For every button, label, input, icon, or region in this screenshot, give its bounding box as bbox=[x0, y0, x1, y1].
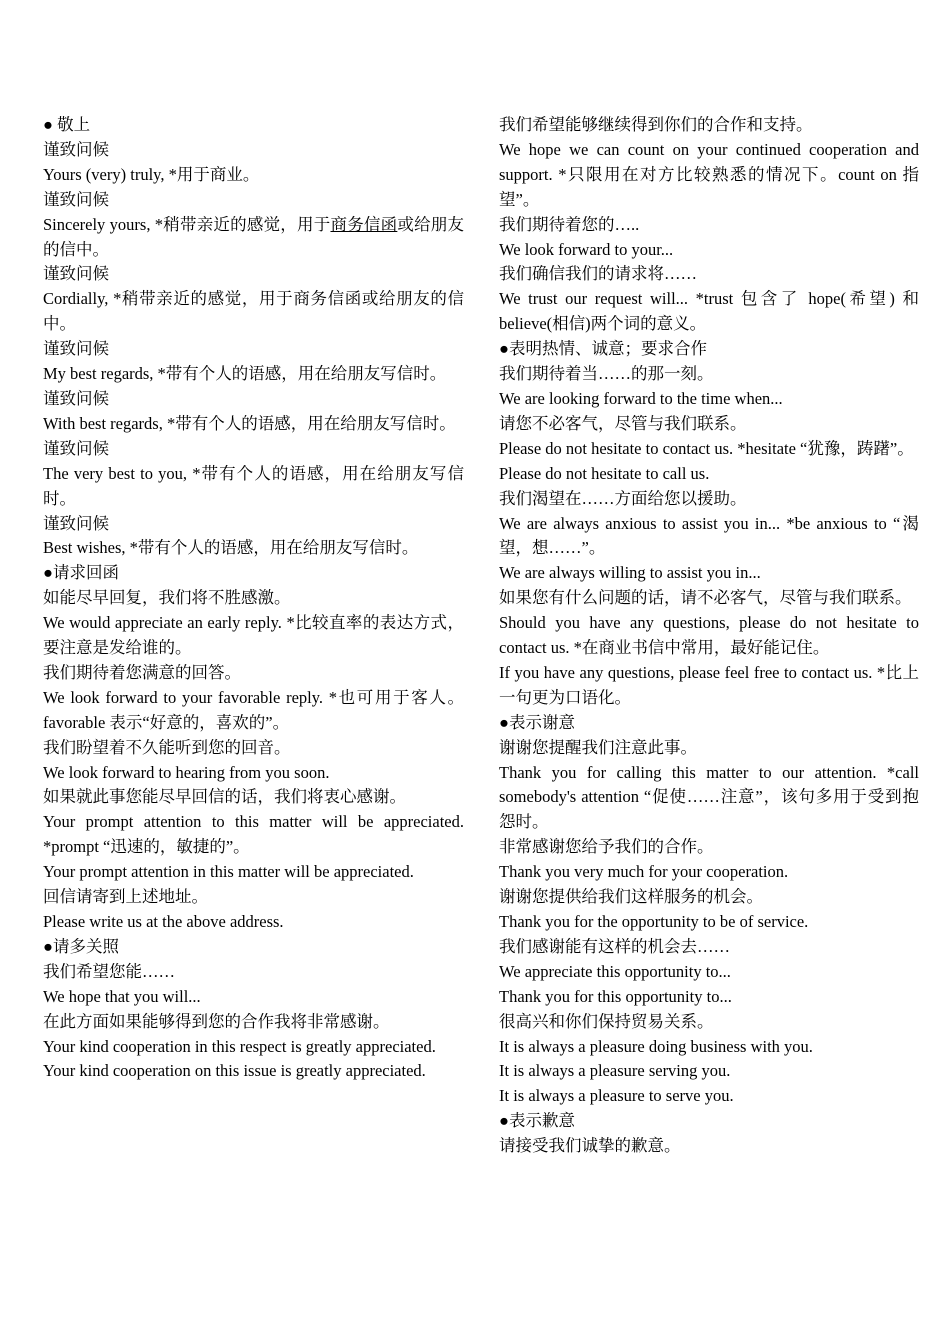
chinese-line: 我们希望能够继续得到你们的合作和支持。 bbox=[499, 115, 813, 134]
chinese-line: 我们确信我们的请求将…… bbox=[499, 264, 697, 284]
chinese-line: 谨致问候 bbox=[43, 139, 109, 159]
english-line: We are looking forward to the time when... bbox=[499, 388, 783, 408]
left-column bbox=[43, 113, 464, 1084]
english-line: Your kind cooperation on this issue is greatly appreciated. bbox=[43, 1061, 426, 1081]
english-line: It is always a pleasure serving you. bbox=[499, 1061, 731, 1081]
heading-thanks: ●表示谢意 bbox=[499, 712, 575, 732]
chinese-line: 谢谢您提供给我们这样服务的机会。 bbox=[499, 887, 763, 907]
english-line: We would appreciate an early reply. *比较直率的表达方式，要注意是发给谁的。 bbox=[43, 613, 464, 658]
chinese-line: 谨致问候 bbox=[43, 513, 109, 533]
heading-apology: ●表示歉意 bbox=[499, 1111, 575, 1131]
english-line: It is always a pleasure to serve you. bbox=[499, 1086, 734, 1106]
sincerely-text: Sincerely yours, *稍带亲近的感觉，用于 bbox=[43, 214, 331, 234]
chinese-line: 我们盼望着不久能听到您的回音。 bbox=[43, 737, 291, 757]
english-line: It is always a pleasure doing business with you. bbox=[499, 1036, 813, 1056]
english-line: We are always willing to assist you in... bbox=[499, 563, 761, 583]
english-line: Thank you for calling this matter to our attention. *call somebody's attention “促使……注意”，该句多用于受到抱怨时。 bbox=[499, 762, 919, 832]
english-line: Your prompt attention to this matter will be appreciated. *prompt “迅速的，敏捷的”。 bbox=[43, 812, 464, 857]
sincerely-text-end: 或给朋友的信中。 bbox=[43, 214, 465, 259]
english-line: Thank you for this opportunity to... bbox=[499, 986, 732, 1006]
heading-please-care: ●请多关照 bbox=[43, 936, 119, 956]
heading-request-reply: ●请求回函 bbox=[43, 563, 119, 583]
english-line: We trust our request will... *trust 包含了 hope(希望) 和 believe(相信)两个词的意义。 bbox=[499, 289, 919, 334]
english-line: Yours (very) truly, *用于商业。 bbox=[43, 164, 260, 184]
english-line: With best regards, *带有个人的语感，用在给朋友写信时。 bbox=[43, 413, 456, 433]
english-line: We hope that you will... bbox=[43, 986, 201, 1006]
right-column bbox=[499, 113, 919, 1159]
chinese-line: 如能尽早回复，我们将不胜感激。 bbox=[43, 588, 291, 608]
chinese-line: 谨致问候 bbox=[43, 388, 109, 408]
english-line-sincerely bbox=[43, 213, 464, 263]
english-line: My best regards, *带有个人的语感，用在给朋友写信时。 bbox=[43, 364, 447, 384]
chinese-line: 如果您有什么问题的话，请不必客气，尽管与我们联系。 bbox=[499, 588, 912, 608]
chinese-line: 很高兴和你们保持贸易关系。 bbox=[499, 1011, 714, 1031]
english-line: The very best to you, *带有个人的语感，用在给朋友写信时。 bbox=[43, 463, 464, 508]
english-line: Your prompt attention in this matter will be appreciated. bbox=[43, 862, 414, 882]
english-line: We look forward to your favorable reply. *也可用于客人。favorable 表示“好意的，喜欢的”。 bbox=[43, 687, 464, 732]
heading-regards: ● 敬上 bbox=[43, 115, 91, 134]
english-line: We appreciate this opportunity to... bbox=[499, 961, 731, 981]
chinese-line: 在此方面如果能够得到您的合作我将非常感谢。 bbox=[43, 1011, 390, 1031]
chinese-line: 非常感谢您给予我们的合作。 bbox=[499, 837, 714, 857]
english-line: We look forward to hearing from you soon. bbox=[43, 762, 330, 782]
english-line: We look forward to your... bbox=[499, 239, 674, 259]
english-line: Thank you for the opportunity to be of service. bbox=[499, 912, 809, 931]
english-line: Thank you very much for your cooperation. bbox=[499, 862, 789, 882]
chinese-line: 如果就此事您能尽早回信的话，我们将衷心感谢。 bbox=[43, 787, 406, 807]
chinese-line: 谢谢您提醒我们注意此事。 bbox=[499, 737, 697, 757]
chinese-line: 谨致问候 bbox=[43, 189, 109, 209]
english-line: We are always anxious to assist you in... *be anxious to “渴望，想……”。 bbox=[499, 513, 919, 558]
chinese-line: 我们感谢能有这样的机会去…… bbox=[499, 936, 730, 956]
chinese-line: 请接受我们诚挚的歉意。 bbox=[499, 1136, 681, 1156]
heading-sincerity: ●表明热情、诚意；要求合作 bbox=[499, 339, 707, 359]
chinese-line: 我们期待着当……的那一刻。 bbox=[499, 364, 714, 384]
chinese-line: 谨致问候 bbox=[43, 438, 109, 458]
chinese-line: 请您不必客气，尽管与我们联系。 bbox=[499, 413, 747, 433]
english-line: Please do not hesitate to contact us. *hesitate “犹豫，踌躇”。 bbox=[499, 438, 914, 458]
chinese-line: 谨致问候 bbox=[43, 339, 109, 359]
chinese-line: 我们希望您能…… bbox=[43, 961, 175, 981]
english-line: We hope we can count on your continued cooperation and support. *只限用在对方比较熟悉的情况下。count on 指望”。 bbox=[499, 139, 919, 209]
chinese-line: 我们期待着您的….. bbox=[499, 214, 640, 234]
english-line: Cordially, *稍带亲近的感觉，用于商务信函或给朋友的信中。 bbox=[43, 289, 464, 334]
english-line: Please do not hesitate to call us. bbox=[499, 463, 710, 483]
chinese-line: 回信请寄到上述地址。 bbox=[43, 887, 208, 907]
chinese-line: 我们渴望在……方面给您以援助。 bbox=[499, 488, 747, 508]
english-line: Please write us at the above address. bbox=[43, 912, 284, 931]
chinese-line: 谨致问候 bbox=[43, 264, 109, 284]
chinese-line: 我们期待着您满意的回答。 bbox=[43, 662, 241, 682]
english-line: Should you have any questions, please do not hesitate to contact us. *在商业书信中常用，最好能记住。 bbox=[499, 613, 919, 658]
english-line: Your kind cooperation in this respect is greatly appreciated. bbox=[43, 1036, 436, 1056]
english-line: If you have any questions, please feel free to contact us. *比上一句更为口语化。 bbox=[499, 662, 919, 707]
underlined-phrase: 商务信函 bbox=[330, 214, 398, 234]
english-line: Best wishes, *带有个人的语感，用在给朋友写信时。 bbox=[43, 538, 419, 558]
